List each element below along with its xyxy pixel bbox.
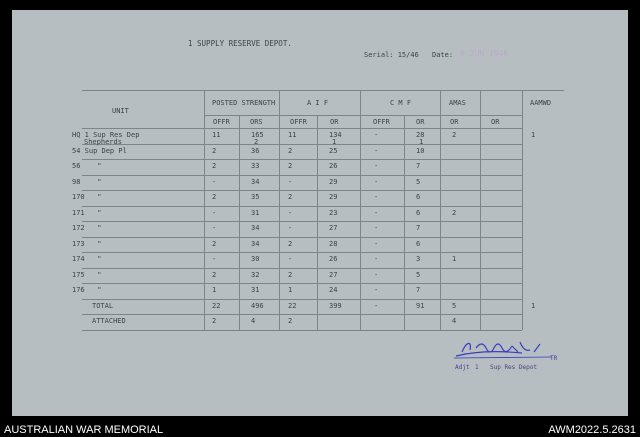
table-cell: 27 xyxy=(329,224,338,232)
table-rule-col xyxy=(404,115,405,330)
table-cell: 3 xyxy=(416,255,421,263)
table-rule-header xyxy=(204,115,522,116)
table-cell: 23 xyxy=(329,208,338,217)
table-rule-row xyxy=(82,190,522,191)
table-cell: 27 xyxy=(329,270,338,279)
table-cell: 6 xyxy=(416,239,421,248)
table-rule-row xyxy=(82,206,522,207)
table-cell: 2 xyxy=(452,208,457,217)
table-cell: - xyxy=(374,255,379,263)
document-title: 1 SUPPLY RESERVE DEPOT. xyxy=(188,39,292,48)
table-cell: 2 xyxy=(212,239,217,248)
subheader-cell: ORS xyxy=(250,118,263,126)
table-cell: 2 xyxy=(288,270,293,279)
row-attached-cell: 2 xyxy=(212,317,217,325)
table-cell-sub: 2 xyxy=(254,138,259,146)
row-attached-cell: 4 xyxy=(452,317,457,325)
subheader-cell: OFFR xyxy=(213,118,230,126)
row-total-cell: 22 xyxy=(288,301,297,310)
table-cell: - xyxy=(212,255,217,263)
table-cell: 134 xyxy=(329,131,342,139)
row-total-cell: - xyxy=(374,301,379,310)
footer-accession: AWM2022.5.2631 xyxy=(548,424,636,436)
row-total-label: TOTAL xyxy=(92,301,114,310)
row-total-cell: 5 xyxy=(452,301,457,310)
row-unit: 175 " xyxy=(72,270,102,279)
table-cell: - xyxy=(288,255,293,263)
row-unit-sub: Shepherds xyxy=(84,138,122,146)
subheader-cell: OR xyxy=(491,118,500,126)
table-cell: 25 xyxy=(329,146,338,155)
table-cell: 6 xyxy=(416,208,421,217)
table-cell: 7 xyxy=(416,224,421,232)
table-cell: - xyxy=(212,208,217,217)
signature-number: 1 xyxy=(475,364,479,371)
signature-unit: Sup Res Depot xyxy=(490,364,537,371)
date-label: Date: xyxy=(432,51,454,59)
table-cell: 26 xyxy=(329,255,338,263)
table-cell: 35 xyxy=(251,193,260,201)
table-rule-row xyxy=(82,314,522,315)
subheader-cell: OFFR xyxy=(290,118,307,126)
signature-suffix: TR xyxy=(550,355,558,362)
subheader-cell: OR xyxy=(330,118,339,126)
table-cell: 165 xyxy=(251,131,264,139)
table-cell: 24 xyxy=(329,286,338,294)
table-rule-col xyxy=(239,115,240,330)
table-cell: 2 xyxy=(212,146,217,155)
table-cell: - xyxy=(374,270,379,279)
table-cell: 34 xyxy=(251,239,260,248)
row-unit: 56 " xyxy=(72,162,102,170)
header-aamwd: AAMWD xyxy=(530,99,552,107)
row-unit: 176 " xyxy=(72,286,102,294)
table-cell: 1 xyxy=(212,286,217,294)
table-cell: 34 xyxy=(251,224,260,232)
table-cell: - xyxy=(288,177,293,186)
table-cell: 36 xyxy=(251,146,260,155)
signature-title: Adjt xyxy=(455,364,470,371)
table-rule-col xyxy=(440,90,441,330)
table-cell: 6 xyxy=(416,193,421,201)
row-total-cell: 496 xyxy=(251,301,264,310)
table-cell-sub: 1 xyxy=(419,138,424,146)
row-attached-cell: 2 xyxy=(288,317,293,325)
subheader-cell: OFFR xyxy=(373,118,390,126)
table-cell: 5 xyxy=(416,177,421,186)
document-sheet xyxy=(12,10,628,416)
row-total-cell: 1 xyxy=(531,301,536,310)
table-cell: 34 xyxy=(251,177,260,186)
table-rule-row xyxy=(82,175,522,176)
table-rule-row xyxy=(82,159,522,160)
table-cell: 7 xyxy=(416,162,421,170)
table-cell: 29 xyxy=(329,177,338,186)
row-attached-cell: 4 xyxy=(251,317,256,325)
table-cell: 1 xyxy=(531,131,536,139)
table-rule-body xyxy=(82,128,522,129)
row-unit: HQ 1 Sup Res Dep xyxy=(72,131,140,139)
table-rule-col xyxy=(522,90,523,330)
row-total-cell: 91 xyxy=(416,301,425,310)
table-rule-bottom xyxy=(82,330,522,331)
table-cell: 2 xyxy=(212,193,217,201)
table-cell: 30 xyxy=(251,255,260,263)
table-cell: - xyxy=(374,131,379,139)
table-cell-sub: 1 xyxy=(332,138,337,146)
table-cell: 11 xyxy=(212,131,221,139)
table-cell: 28 xyxy=(416,131,425,139)
table-rule-row xyxy=(82,299,522,300)
table-rule-row xyxy=(82,221,522,222)
row-unit: 54 Sup Dep Pl xyxy=(72,146,127,155)
table-cell: 2 xyxy=(288,239,293,248)
table-cell: 2 xyxy=(288,193,293,201)
date-stamp: 6 JUN 1946 xyxy=(460,49,509,58)
header-cmf: C M F xyxy=(390,99,412,107)
table-rule-col xyxy=(480,90,481,330)
row-unit: 174 " xyxy=(72,255,102,263)
header-unit: UNIT xyxy=(112,107,129,115)
table-cell: - xyxy=(212,177,217,186)
table-cell: 1 xyxy=(452,255,457,263)
table-cell: - xyxy=(288,224,293,232)
table-cell: - xyxy=(374,146,379,155)
table-cell: - xyxy=(374,239,379,248)
header-aif: A I F xyxy=(307,99,329,107)
table-rule-row xyxy=(82,252,522,253)
table-rule-row xyxy=(82,268,522,269)
table-cell: 32 xyxy=(251,270,260,279)
row-unit: 173 " xyxy=(72,239,102,248)
subheader-cell: OR xyxy=(450,118,459,126)
table-rule-col xyxy=(204,90,205,330)
table-cell: - xyxy=(288,208,293,217)
table-rule-row xyxy=(82,237,522,238)
table-cell: 1 xyxy=(288,286,293,294)
row-unit: 171 " xyxy=(72,208,102,217)
row-total-cell: 22 xyxy=(212,301,221,310)
table-cell: 2 xyxy=(452,131,457,139)
table-rule-col xyxy=(279,90,280,330)
footer-institution: AUSTRALIAN WAR MEMORIAL xyxy=(4,424,164,436)
table-cell: 31 xyxy=(251,286,260,294)
row-unit: 98 " xyxy=(72,177,102,186)
row-total-cell: 399 xyxy=(329,301,342,310)
table-cell: 26 xyxy=(329,162,338,170)
table-cell: 5 xyxy=(416,270,421,279)
table-rule-row xyxy=(82,283,522,284)
table-rule-top xyxy=(82,90,564,91)
row-unit: 172 " xyxy=(72,224,102,232)
table-cell: - xyxy=(374,224,379,232)
table-cell: - xyxy=(374,208,379,217)
table-cell: 2 xyxy=(288,162,293,170)
serial-number: Serial: 15/46 xyxy=(364,51,419,59)
table-cell: - xyxy=(374,286,379,294)
subheader-cell: OR xyxy=(416,118,425,126)
table-cell: - xyxy=(374,177,379,186)
row-attached-label: ATTACHED xyxy=(92,317,126,325)
table-cell: 2 xyxy=(212,162,217,170)
table-cell: 31 xyxy=(251,208,260,217)
table-cell: 33 xyxy=(251,162,260,170)
table-cell: 7 xyxy=(416,286,421,294)
table-cell: - xyxy=(212,224,217,232)
table-cell: 2 xyxy=(288,146,293,155)
row-unit: 170 " xyxy=(72,193,102,201)
table-rule-row xyxy=(82,144,522,145)
header-posted-strength: POSTED STRENGTH xyxy=(212,99,276,107)
table-cell: 10 xyxy=(416,146,425,155)
table-rule-col xyxy=(317,115,318,330)
table-cell: 28 xyxy=(329,239,338,248)
table-cell: 11 xyxy=(288,131,297,139)
table-cell: 2 xyxy=(212,270,217,279)
header-amas: AMAS xyxy=(449,99,466,107)
table-rule-col xyxy=(360,90,361,330)
table-cell: - xyxy=(374,162,379,170)
table-cell: - xyxy=(374,193,379,201)
table-cell: 29 xyxy=(329,193,338,201)
